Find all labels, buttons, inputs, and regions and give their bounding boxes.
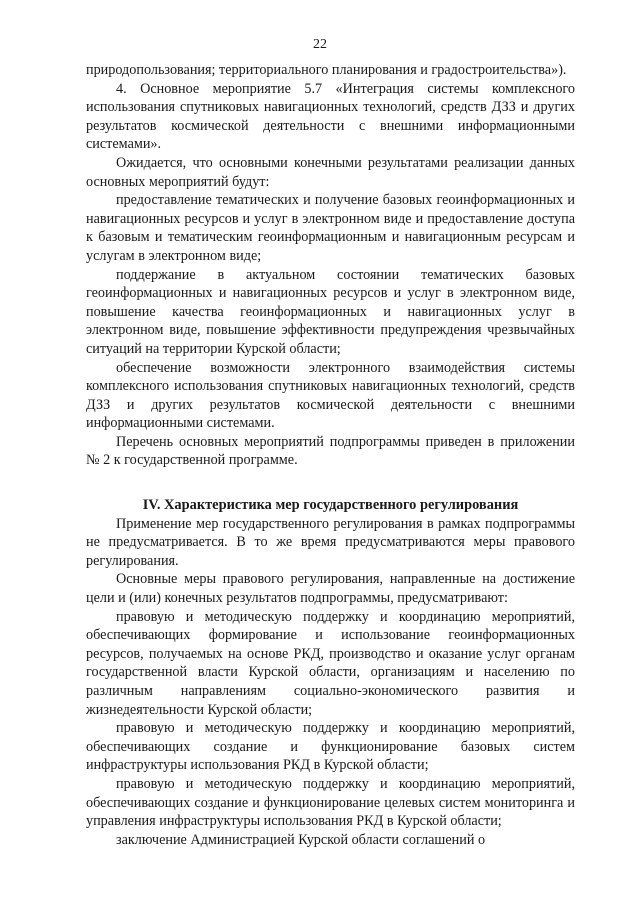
paragraph: Перечень основных мероприятий подпрограммы приведен в приложении № 2 к государственной программе. — [86, 433, 575, 469]
paragraph: Применение мер государственного регулирования в рамках подпрограммы не предусматривается. В то же время предусматриваются меры правового регулирования. — [86, 515, 575, 569]
paragraph: обеспечение возможности электронного взаимодействия системы комплексного использования спутниковых навигационных технологий, средств ДЗЗ и других результатов космической деятельности с внешними информационными системами. — [86, 359, 575, 432]
paragraph: Основные меры правового регулирования, направленные на достижение цели и (или) конечных результатов подпрограммы, предусматривают: — [86, 571, 575, 607]
paragraph: заключение Администрацией Курской области соглашений о — [116, 831, 486, 848]
paragraph: правовую и методическую поддержку и координацию мероприятий, обеспечивающих создание и функционирование базовых систем инфраструктуры использования РКД в Курской области; — [86, 720, 575, 774]
paragraph: природопользования; территориального планирования и градостроительства»). — [86, 62, 567, 78]
paragraph: 4. Основное мероприятие 5.7 «Интеграция системы комплексного использования спутниковых навигационных технологий, средств ДЗЗ и других результатов космической деятельности с внешними информационными системами». — [86, 80, 575, 153]
paragraph: правовую и методическую поддержку и координацию мероприятий, обеспечивающих создание и функционирование целевых систем мониторинга и управления инфраструктуры использования РКД в Курской области; — [86, 775, 575, 830]
paragraph: правовую и методическую поддержку и координацию мероприятий, обеспечивающих формирование и использование геоинформационных ресурсов, получаемых на основе РКД, производство и оказание услуг органам государственной власти Курской области, организациям и населению по различным направлениям социально-экономического развития и жизнедеятельности Курской области; — [86, 608, 575, 718]
paragraph: предоставление тематических и получение базовых геоинформационных и навигационных ресурсов и услуг в электронном виде и предоставление доступа к базовым и тематическим геоинформационным и навигационным ресурсам и услугам в электронном виде; — [86, 192, 575, 264]
section-heading: IV. Характеристика мер государственного регулирования — [142, 497, 519, 514]
page-number: 22 — [313, 37, 327, 52]
section-spacer — [86, 470, 575, 496]
document-body — [86, 61, 575, 849]
paragraph: Ожидается, что основными конечными результатами реализации данных основных мероприятий будут: — [86, 154, 575, 190]
paragraph: поддержание в актуальном состоянии тематических базовых геоинформационных и навигационных ресурсов и услуг в электронном виде, повышение качества геоинформационных и навигационных услуг в электронном виде, повышение эффективности предупреждения чрезвычайных ситуаций на территории Курской области; — [86, 266, 575, 357]
